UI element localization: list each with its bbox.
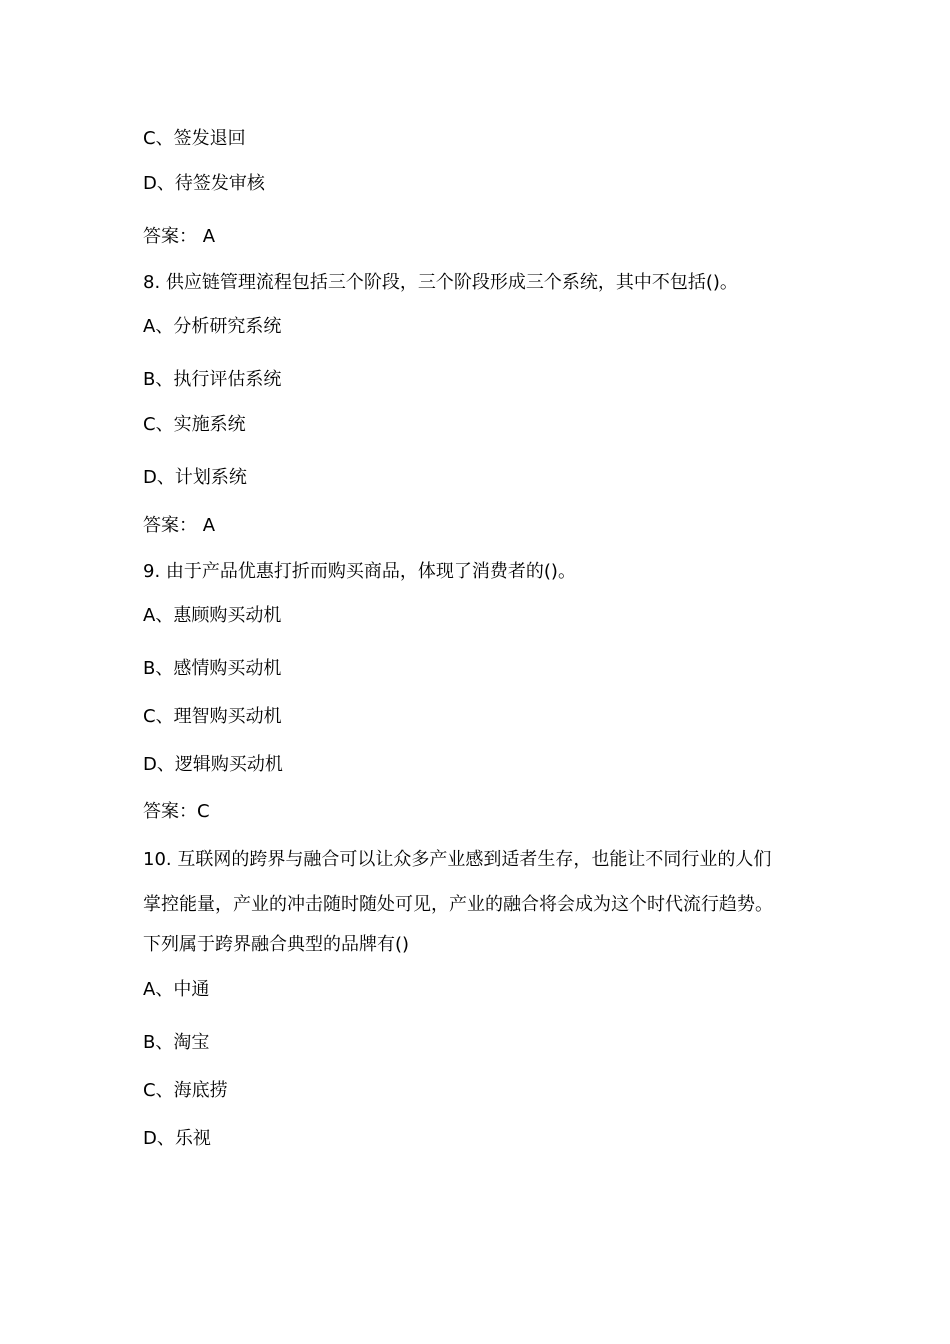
q9-option-b: B、感情购买动机 <box>143 658 282 679</box>
q10-option-c: C、海底捞 <box>143 1080 228 1101</box>
q10-option-a: A、中通 <box>143 979 210 1000</box>
q8-answer: 答案： A <box>143 515 216 536</box>
q8-option-b: B、执行评估系统 <box>143 369 282 390</box>
q8-option-c: C、实施系统 <box>143 414 246 435</box>
q8-option-d: D、计划系统 <box>143 467 247 488</box>
q10-option-b: B、淘宝 <box>143 1032 210 1053</box>
q8-stem: 8. 供应链管理流程包括三个阶段，三个阶段形成三个系统，其中不包括()。 <box>143 272 738 293</box>
q10-stem-line-2: 掌控能量，产业的冲击随时随处可见，产业的融合将会成为这个时代流行趋势。 <box>143 894 773 915</box>
q10-stem-line-3: 下列属于跨界融合典型的品牌有() <box>143 934 410 955</box>
prev-answer: 答案： A <box>143 226 216 247</box>
q8-option-a: A、分析研究系统 <box>143 316 282 337</box>
q9-answer: 答案：C <box>143 801 210 822</box>
q9-option-a: A、惠顾购买动机 <box>143 605 282 626</box>
q10-option-d: D、乐视 <box>143 1128 211 1149</box>
q9-option-c: C、理智购买动机 <box>143 706 282 727</box>
q9-stem: 9. 由于产品优惠打折而购买商品，体现了消费者的()。 <box>143 561 576 582</box>
prev-option-c: C、签发退回 <box>143 128 246 149</box>
q10-stem-line-1: 10. 互联网的跨界与融合可以让众多产业感到适者生存，也能让不同行业的人们 <box>143 849 772 870</box>
q9-option-d: D、逻辑购买动机 <box>143 754 283 775</box>
prev-option-d: D、待签发审核 <box>143 173 265 194</box>
